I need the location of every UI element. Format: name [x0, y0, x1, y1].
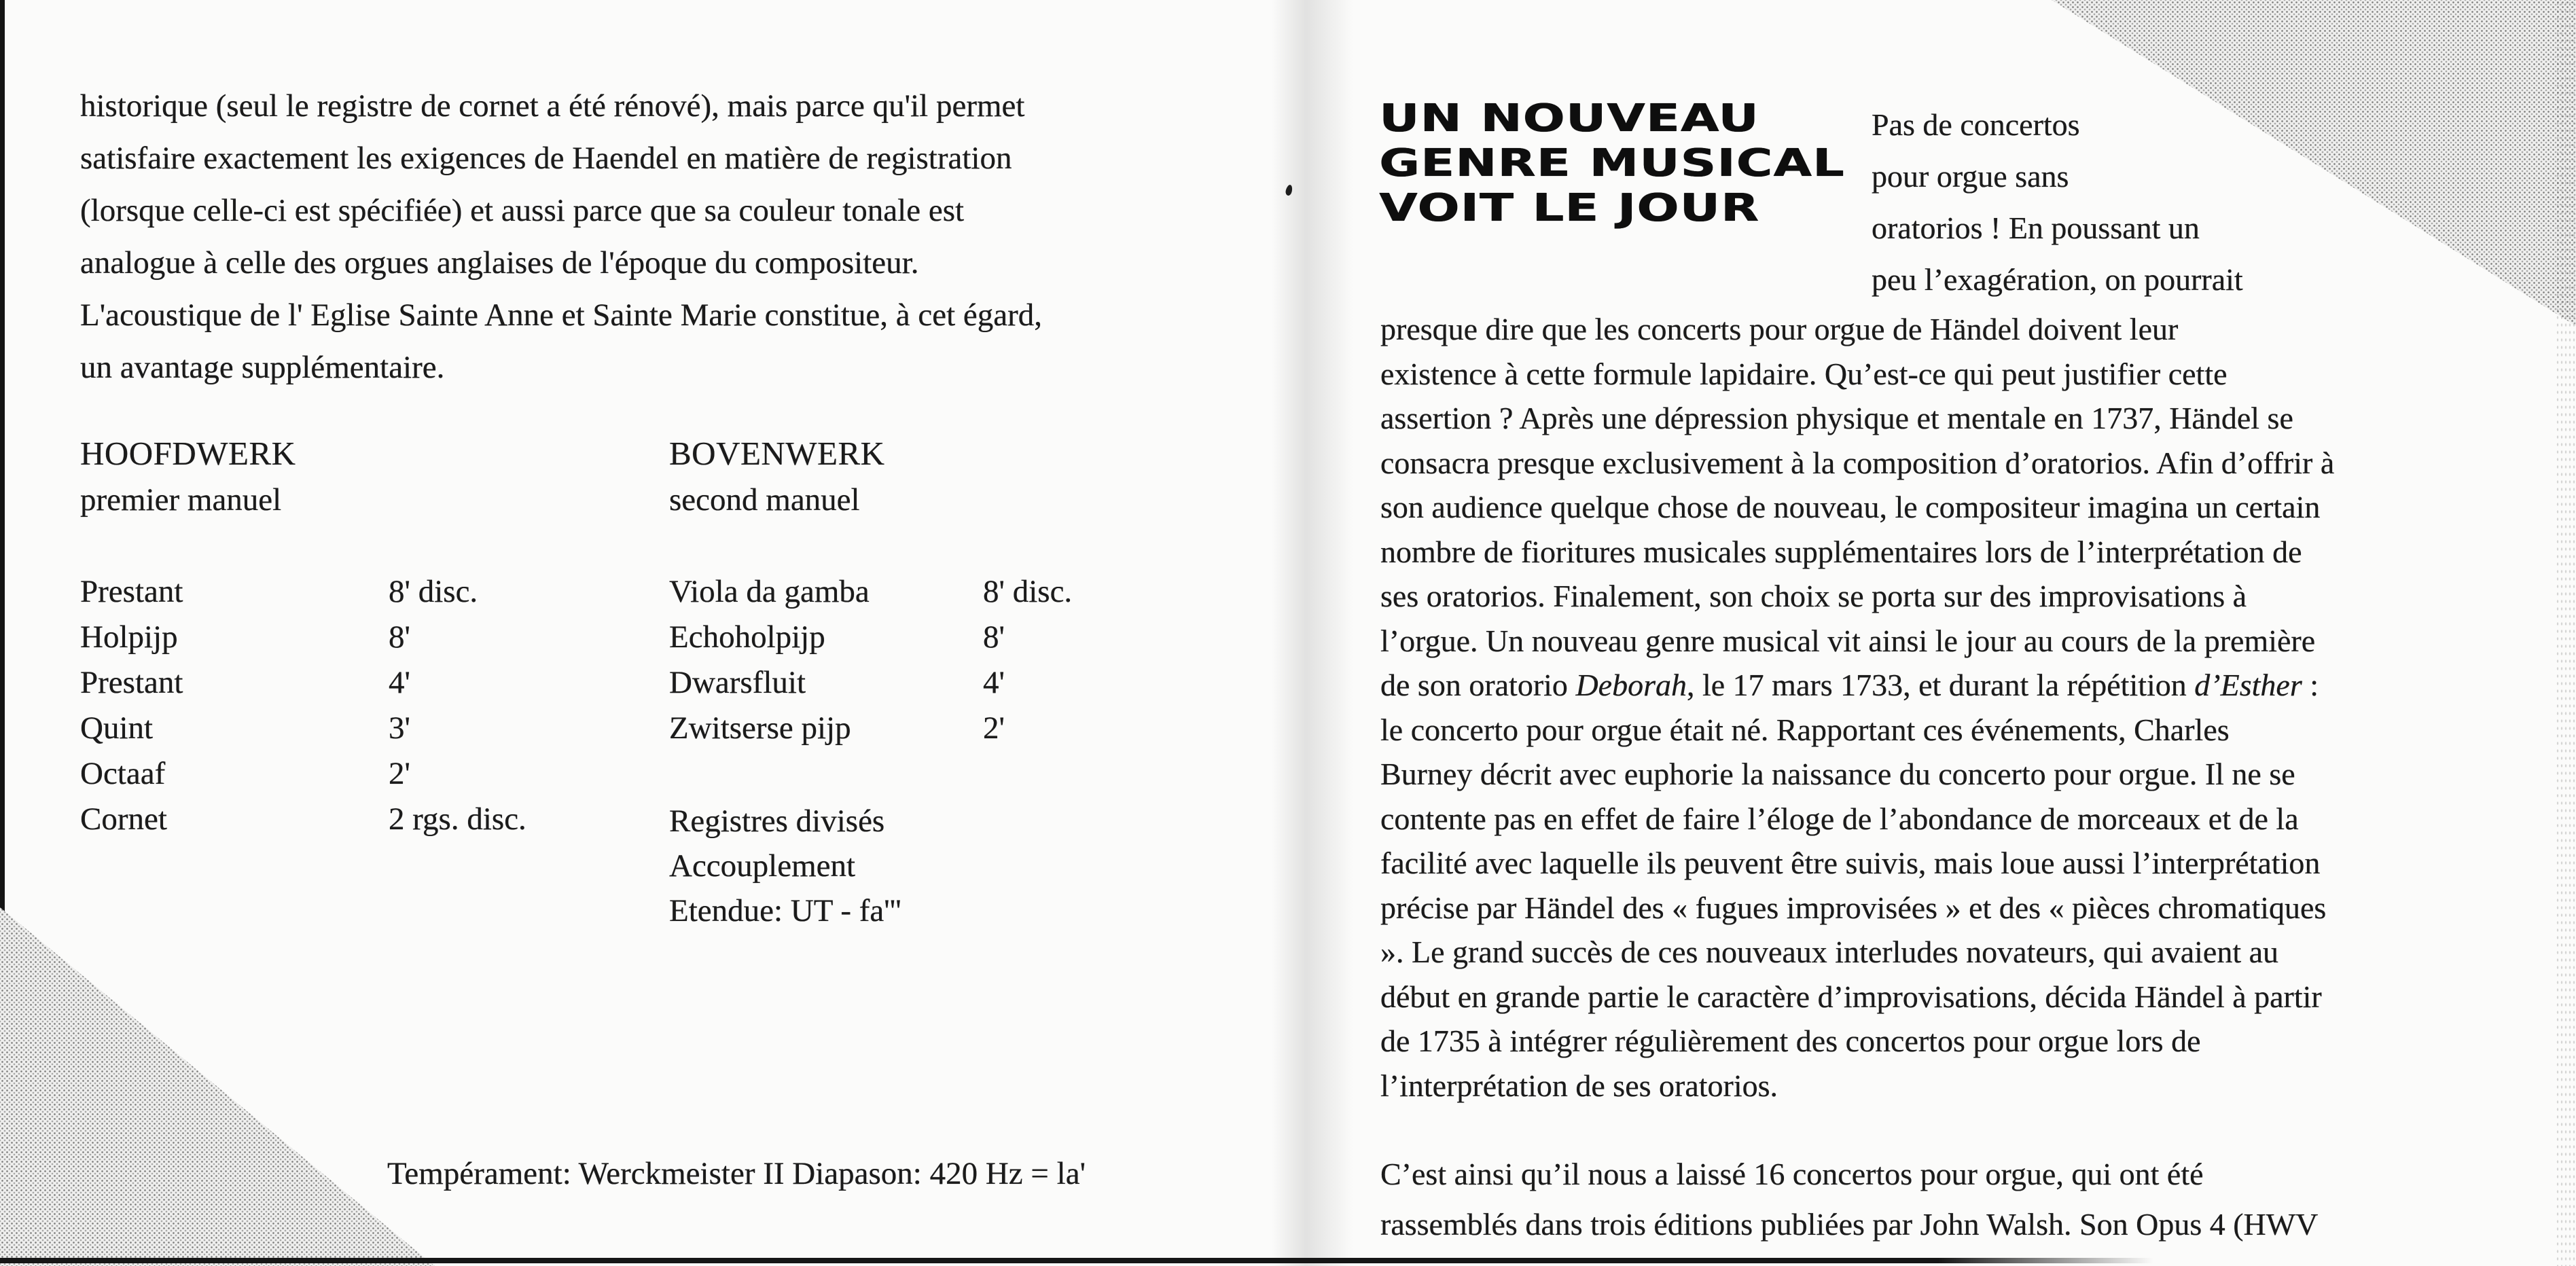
article-intro-column	[1872, 99, 2243, 306]
stop-name: Quint	[80, 710, 154, 746]
text-line: début en grande partie le caractère d’improvisations, décida Händel à partir	[1380, 979, 2322, 1014]
stop-name: Viola da gamba	[669, 574, 870, 609]
text-line: rassemblés dans trois éditions publiées par John Walsh. Son Opus 4 (HWV	[1380, 1207, 2319, 1242]
text-line: Pas de concertos	[1872, 107, 2080, 142]
text-line: de son oratorio Deborah, le 17 mars 1733, et durant la répétition d’Esther :	[1380, 668, 2319, 702]
text-line: précise par Händel des « fugues improvisées » et des « pièces chromatiques	[1380, 890, 2327, 925]
stop-pitch: 3'	[389, 710, 410, 746]
text-line: son audience quelque chose de nouveau, le compositeur imagina un certain	[1380, 490, 2321, 524]
hoofdwerk-subtitle: premier manuel	[80, 482, 282, 518]
hoofdwerk-title: HOOFDWERK	[80, 435, 296, 472]
stop-name: Octaaf	[80, 756, 166, 791]
text-line: analogue à celle des orgues anglaises de l'époque du compositeur.	[80, 245, 919, 281]
text-line: facilité avec laquelle ils peuvent être suivis, mais loue aussi l’interprétation	[1380, 846, 2321, 880]
stop-name: Echoholpijp	[669, 619, 825, 655]
bovenwerk-title: BOVENWERK	[669, 435, 885, 472]
stop-pitch: 8'	[389, 619, 410, 655]
stop-name: Prestant	[80, 665, 183, 700]
text-line: GENRE MUSICAL	[1379, 141, 1845, 185]
text-line: ». Le grand succès de ces nouveaux interludes novateurs, qui avaient au	[1380, 935, 2279, 969]
text-line: un avantage supplémentaire.	[80, 350, 445, 385]
bovenwerk-subtitle: second manuel	[669, 482, 860, 518]
stop-pitch: 8' disc.	[389, 574, 478, 609]
stop-pitch: 8' disc.	[983, 574, 1073, 609]
stop-pitch: 2 rgs. disc.	[389, 801, 526, 837]
text-line: assertion ? Après une dépression physique et mentale en 1737, Händel se	[1380, 401, 2293, 435]
text-line: contente pas en effet de faire l’éloge de l’abondance de morceaux et de la	[1380, 801, 2299, 836]
article-body-paragraph	[1380, 307, 2334, 1108]
text-line: pour orgue sans	[1872, 159, 2069, 194]
stop-pitch: 2'	[389, 756, 410, 791]
text-line: Accouplement	[669, 848, 856, 884]
stop-pitch: 2'	[983, 710, 1005, 746]
stop-name: Prestant	[80, 574, 183, 609]
article-closing-paragraph	[1380, 1149, 2318, 1250]
text-line: Burney décrit avec euphorie la naissance du concerto pour orgue. Il ne se	[1380, 757, 2295, 791]
text-line: (lorsque celle-ci est spécifiée) et aussi parce que sa couleur tonale est	[80, 193, 965, 228]
text-line: l’orgue. Un nouveau genre musical vit ainsi le jour au cours de la première	[1380, 623, 2316, 658]
text-line: C’est ainsi qu’il nous a laissé 16 concertos pour orgue, qui ont été	[1380, 1157, 2204, 1191]
text-line: historique (seul le registre de cornet a été rénové), mais parce qu'il permet	[80, 88, 1025, 124]
temperament-note: Tempérament: Werckmeister II Diapason: 420 Hz = la'	[387, 1156, 1086, 1191]
text-line: Etendue: UT - fa'''	[669, 893, 901, 928]
stop-pitch: 4'	[389, 665, 410, 700]
text-line: VOIT LE JOUR	[1379, 186, 1760, 230]
text-line: le concerto pour orgue était né. Rapportant ces événements, Charles	[1380, 712, 2230, 747]
stop-name: Holpijp	[80, 619, 178, 655]
stop-name: Zwitserse pijp	[669, 710, 851, 746]
article-title	[1379, 96, 1845, 231]
text-line: existence à cette formule lapidaire. Qu’est-ce qui peut justifier cette	[1380, 356, 2228, 391]
text-line: Registres divisés	[669, 803, 885, 839]
stop-name: Cornet	[80, 801, 167, 837]
text-line: de 1735 à intégrer régulièrement des concertos pour orgue lors de	[1380, 1024, 2201, 1058]
text-line: nombre de fioritures musicales supplémentaires lors de l’interprétation de	[1380, 534, 2302, 569]
text-line: L'acoustique de l' Eglise Sainte Anne et Sainte Marie constitue, à cet égard,	[80, 297, 1043, 333]
text-line: oratorios ! En poussant un	[1872, 211, 2200, 245]
text-line: presque dire que les concerts pour orgue de Händel doivent leur	[1380, 312, 2179, 346]
text-line: peu l’exagération, on pourrait	[1872, 262, 2243, 297]
text-line: UN NOUVEAU	[1379, 96, 1759, 141]
stop-name: Dwarsfluit	[669, 665, 806, 700]
text-line: l’interprétation de ses oratorios.	[1380, 1068, 1778, 1103]
text-line: consacra presque exclusivement à la composition d’oratorios. Afin d’offrir à	[1380, 445, 2335, 480]
text-line: satisfaire exactement les exigences de Haendel en matière de registration	[80, 141, 1012, 176]
stop-pitch: 4'	[983, 665, 1005, 700]
stop-pitch: 8'	[983, 619, 1005, 655]
text-line: ses oratorios. Finalement, son choix se porta sur des improvisations à	[1380, 579, 2247, 613]
